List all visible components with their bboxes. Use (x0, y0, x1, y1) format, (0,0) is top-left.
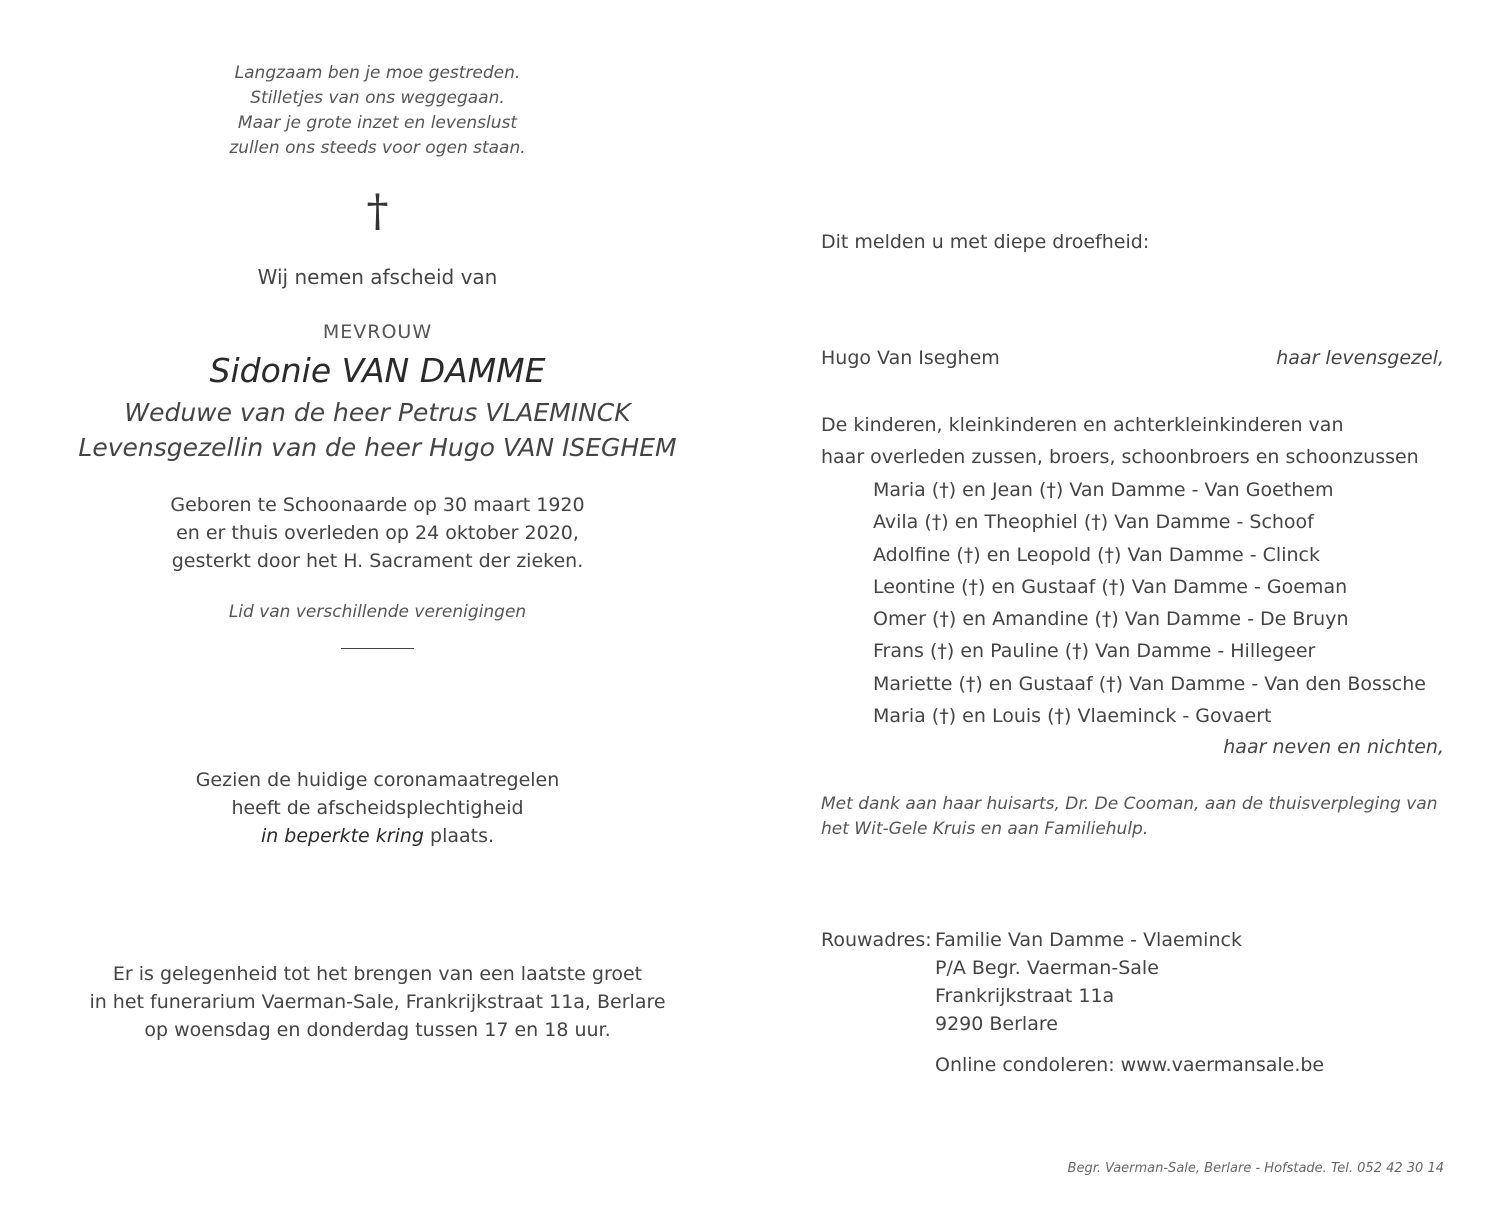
intro-text: Wij nemen afscheid van (257, 265, 498, 289)
relatives-list (873, 474, 1426, 732)
relative-entry: Leontine (†) en Gustaaf (†) Van Damme - Goeman (873, 575, 1348, 598)
family-intro-line: haar overleden zussen, broers, schoonbroers en schoonzussen (821, 446, 1419, 469)
partner-role: haar levensgezel, (1276, 347, 1444, 369)
birth-line: Geboren te Schoonaarde op 30 maart 1920 (170, 494, 585, 516)
relationship-lines (0, 395, 755, 465)
corona-line (0, 822, 755, 850)
address-line: P/A Begr. Vaerman-Sale (935, 957, 1159, 979)
family-intro-line: De kinderen, kleinkinderen en achterkleinkinderen van (821, 414, 1344, 436)
funeral-visit-info (0, 960, 755, 1044)
widow-of: Weduwe van de heer Petrus VLAEMINCK (124, 398, 631, 427)
poem-line: zullen ons steeds voor ogen staan. (229, 138, 526, 158)
online-condolence: Online condoleren: www.vaermansale.be (935, 1054, 1325, 1076)
funeral-line: Er is gelegenheid tot het brengen van een laatste groet (112, 963, 643, 985)
relative-entry: Avila (†) en Theophiel (†) Van Damme - Schoof (873, 511, 1314, 534)
association-note: Lid van verschillende verenigingen (228, 602, 527, 622)
relative-entry: Mariette (†) en Gustaaf (†) Van Damme - Van den Bossche (873, 672, 1426, 695)
sacrament-line: gesterkt door het H. Sacrament der zieken. (171, 550, 584, 572)
footer-credit: Begr. Vaerman-Sale, Berlare - Hofstade. Tel. 052 42 30 14 (1067, 1161, 1444, 1176)
corona-line: Gezien de huidige coronamaatregelen (195, 769, 560, 791)
death-line: en er thuis overleden op 24 oktober 2020, (176, 522, 579, 544)
address-line: 9290 Berlare (935, 1013, 1058, 1035)
thanks-line: het Wit-Gele Kruis en aan Familiehulp. (821, 819, 1149, 839)
address-block (935, 926, 1242, 1038)
address-line: Familie Van Damme - Vlaeminck (935, 929, 1242, 951)
divider (341, 648, 414, 649)
birth-death-info (0, 491, 755, 575)
relatives-role: haar neven en nichten, (1223, 736, 1444, 758)
address-label: Rouwadres: (821, 929, 932, 951)
address-line: Frankrijkstraat 11a (935, 985, 1115, 1007)
partner-name: Hugo Van Iseghem (821, 347, 1000, 369)
corona-line: heeft de afscheidsplechtigheid (231, 797, 524, 819)
corona-emphasis: in beperkte kring (260, 825, 424, 847)
corona-tail: plaats. (424, 825, 495, 847)
relative-entry: Maria (†) en Louis (†) Vlaeminck - Govaert (873, 705, 1272, 728)
cross-icon: † (366, 186, 389, 237)
funeral-line: in het funerarium Vaerman-Sale, Frankrijkstraat 11a, Berlare (89, 991, 666, 1013)
deceased-name: Sidonie VAN DAMME (209, 351, 546, 390)
relative-entry: Maria (†) en Jean (†) Van Damme - Van Goethem (873, 479, 1334, 501)
relative-entry: Frans (†) en Pauline (†) Van Damme - Hillegeer (873, 640, 1316, 663)
corona-notice (0, 766, 755, 850)
funeral-line: op woensdag en donderdag tussen 17 en 18 uur. (144, 1019, 611, 1041)
partner-of: Levensgezellin van de heer Hugo VAN ISEGHEM (78, 433, 677, 462)
thanks-note (821, 792, 1438, 842)
relative-entry: Omer (†) en Amandine (†) Van Damme - De Bruyn (873, 608, 1349, 631)
relative-entry: Adolfine (†) en Leopold (†) Van Damme - Clinck (873, 543, 1320, 566)
poem-line: Stilletjes van ons weggegaan. (250, 88, 505, 108)
announcement: Dit melden u met diepe droefheid: (821, 231, 1150, 253)
poem-line: Maar je grote inzet en levenslust (237, 113, 518, 133)
family-intro (821, 409, 1419, 474)
poem-line: Langzaam ben je moe gestreden. (234, 63, 521, 83)
poem (0, 61, 755, 161)
thanks-line: Met dank aan haar huisarts, Dr. De Cooman, aan de thuisverpleging van (821, 794, 1438, 814)
honorific: MEVROUW (322, 321, 433, 343)
